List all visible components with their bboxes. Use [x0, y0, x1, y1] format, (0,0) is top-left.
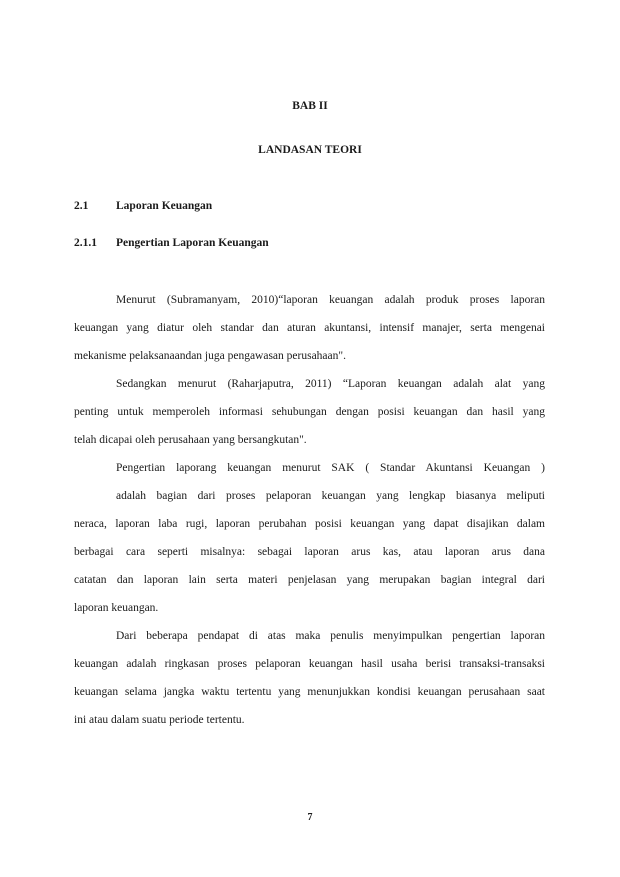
text-line: keuangan adalah ringkasan proses pelaporan keuangan hasil usaha berisi transaksi-transaksi	[74, 658, 545, 670]
text-line: keuangan selama jangka waktu tertentu yang menunjukkan kondisi keuangan perusahaan saat	[74, 686, 545, 698]
section-title: Laporan Keuangan	[116, 200, 213, 212]
text-line: berbagai cara seperti misalnya: sebagai laporan arus kas, atau laporan arus dana	[74, 546, 545, 558]
text-line: telah dicapai oleh perusahaan yang bersangkutan".	[74, 434, 307, 446]
text-line: mekanisme pelaksanaandan juga pengawasan perusahaan".	[74, 350, 346, 362]
text-line: penting untuk memperoleh informasi sehubungan dengan posisi keuangan dan hasil yang	[74, 406, 545, 418]
chapter-title: LANDASAN TEORI	[258, 144, 362, 156]
subsection-number: 2.1.1	[74, 237, 97, 249]
text-line: ini atau dalam suatu periode tertentu.	[74, 714, 245, 726]
text-line: keuangan yang diatur oleh standar dan aturan akuntansi, intensif manajer, serta mengenai	[74, 322, 545, 334]
text-line: Menurut (Subramanyam, 2010)“laporan keuangan adalah produk proses laporan	[116, 294, 545, 306]
text-line: catatan dan laporan lain serta materi penjelasan yang merupakan bagian integral dari	[74, 574, 545, 586]
section-number: 2.1	[74, 200, 89, 212]
text-line: Sedangkan menurut (Raharjaputra, 2011) “Laporan keuangan adalah alat yang	[116, 378, 545, 390]
text-line: Dari beberapa pendapat di atas maka penulis menyimpulkan pengertian laporan	[116, 630, 545, 642]
text-line: laporan keuangan.	[74, 602, 159, 614]
subsection-title: Pengertian Laporan Keuangan	[116, 237, 269, 249]
text-line: adalah bagian dari proses pelaporan keuangan yang lengkap biasanya meliputi	[116, 490, 545, 502]
chapter-heading: BAB II	[292, 100, 328, 112]
text-line: neraca, laporan laba rugi, laporan perubahan posisi keuangan yang dapat disajikan dalam	[74, 518, 545, 530]
text-line: Pengertian laporang keuangan menurut SAK ( Standar Akuntansi Keuangan )	[116, 462, 545, 474]
page-number: 7	[307, 812, 313, 823]
